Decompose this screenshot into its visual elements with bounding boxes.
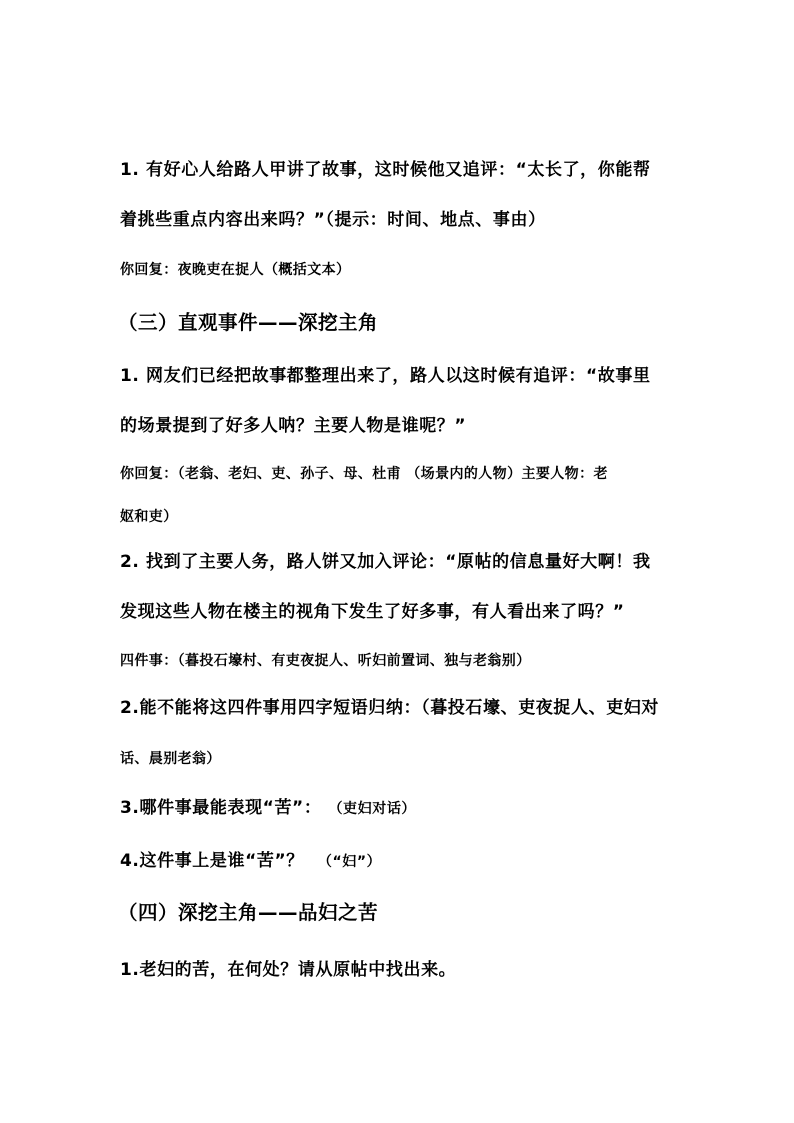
question-1-line-1: 1. 有好心人给路人甲讲了故事，这时候他又追评：“太长了，你能帮 <box>120 160 651 180</box>
question-3-2-line-2: 发现这些人物在楼主的视角下发生了好多事，有人看出来了吗？” <box>120 602 625 622</box>
question-3-2-line-1: 2. 找到了主要人务，路人饼又加入评论：“原帖的信息量好大啊！我 <box>120 552 651 572</box>
question-summarize-text: 2.能不能将这四件事用四字短语归纳： <box>120 698 422 718</box>
answer-1: 你回复：夜晚吏在捉人（概括文本） <box>120 262 351 278</box>
question-who-bitter-answer: （“妇”） <box>317 854 382 870</box>
question-3-1-line-2: 的场景提到了好多人呐？主要人物是谁呢？” <box>120 416 467 436</box>
question-summarize-answer: （暮投石壕、吏夜捉人、吏妇对 <box>421 698 659 718</box>
question-3-1-line-1: 1. 网友们已经把故事都整理出来了，路人以这时候有追评：“故事里 <box>120 366 651 386</box>
question-summarize <box>120 700 659 717</box>
section-4-heading: （四）深挖主角——品妇之苦 <box>118 901 379 924</box>
four-events-answer: 四件事：（暮投石壕村、有吏夜捉人、听妇前置词、独与老翁别） <box>120 653 531 669</box>
question-who-bitter <box>120 853 381 870</box>
question-who-bitter-text: 4.这件事上是谁“苦”？ <box>120 851 304 871</box>
section-3-heading: （三）直观事件——深挖主角 <box>118 311 379 334</box>
question-most-bitter-text: 3.哪件事最能表现“苦”： <box>120 798 322 818</box>
answer-3-1-line-2: 妪和吏） <box>120 509 178 525</box>
question-4-1: 1.老妇的苦，在何处？请从原帖中找出来。 <box>120 960 457 980</box>
question-most-bitter-answer: （吏妇对话） <box>335 801 417 817</box>
question-most-bitter <box>120 800 416 817</box>
answer-3-1-line-1: 你回复：（老翁、老妇、吏、孙子、母、杜甫 （场景内的人物）主要人物：老 <box>120 466 608 482</box>
question-1-line-2: 着挑些重点内容出来吗？”（提示：时间、地点、事由） <box>120 210 546 230</box>
question-summarize-answer-cont: 话、晨别老翁） <box>120 751 221 767</box>
